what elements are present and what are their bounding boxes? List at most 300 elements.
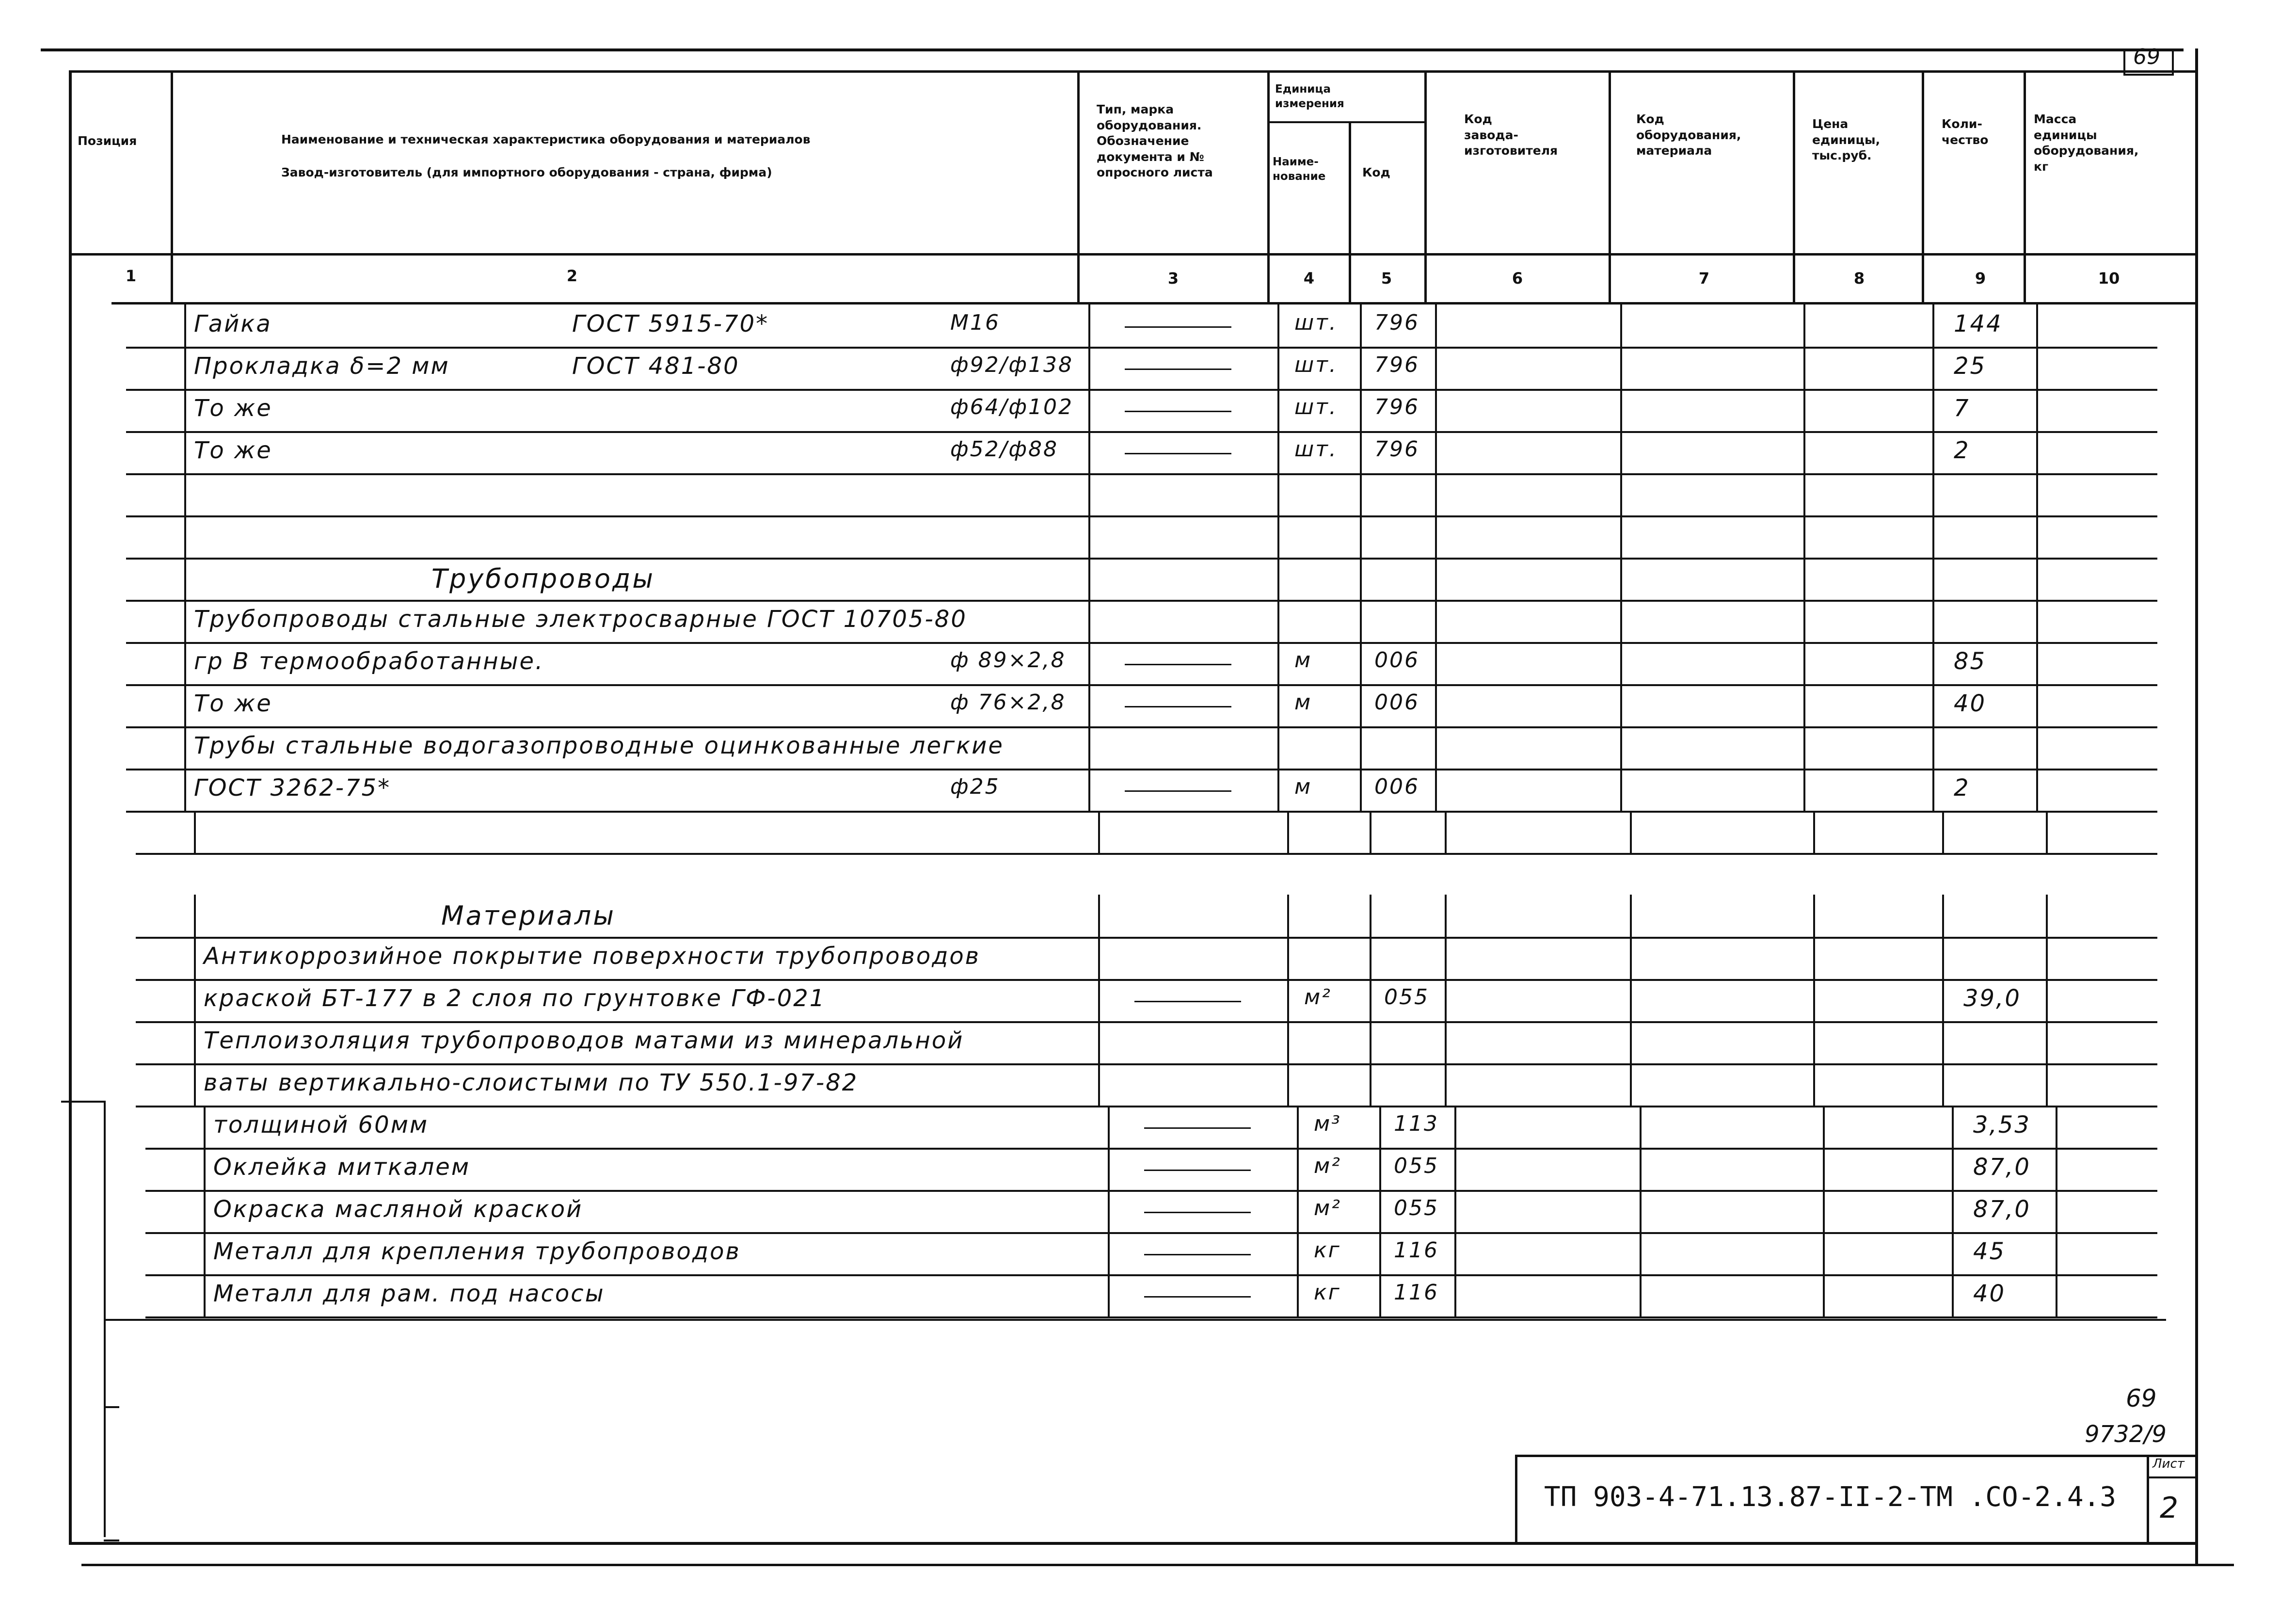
item-standard: ГОСТ 5915-70* (572, 310, 769, 337)
item-name: Трубы стальные водогазопроводные оцинкованные легкие (194, 732, 1004, 759)
row-column-rule (1435, 558, 1437, 600)
header-name-line2: Завод-изготовитель (для импортного оборудования - страна, фирма) (281, 165, 772, 179)
unit-name: шт. (1294, 437, 1338, 462)
header-equipment-code: Код оборудования, материала (1636, 112, 1741, 158)
row-column-rule (1088, 769, 1090, 811)
row-column-rule (1823, 1232, 1825, 1274)
row-rule (136, 853, 2157, 855)
section-heading: Трубопроводы (431, 563, 655, 594)
header-unit-name: Наиме- нование (1273, 156, 1326, 183)
row-column-rule (1435, 726, 1437, 769)
row-column-rule (1445, 1021, 1447, 1063)
row-column-rule (1108, 1148, 1110, 1190)
quantity: 2 (1954, 774, 1970, 802)
row-rule (126, 473, 2157, 475)
type-dash (1144, 1296, 1251, 1298)
row-column-rule (1952, 1148, 1954, 1190)
item-size: ф64/ф102 (950, 395, 1074, 419)
item-name: Прокладка δ=2 мм (194, 353, 450, 380)
row-column-rule (1932, 600, 1934, 642)
document-code: ТП 903-4-71.13.87-II-2-ТМ .СО-2.4.3 (1544, 1481, 2117, 1513)
row-rule (145, 1148, 2157, 1150)
row-column-rule (1277, 558, 1279, 600)
row-column-rule (184, 389, 186, 431)
row-column-rule (1360, 684, 1362, 726)
row-column-rule (1088, 347, 1090, 389)
row-column-rule (2046, 895, 2048, 937)
row-column-rule (1088, 473, 1090, 515)
row-column-rule (1360, 726, 1362, 769)
type-dash (1125, 411, 1231, 412)
row-column-rule (1287, 1063, 1289, 1106)
row-column-rule (1297, 1148, 1299, 1190)
row-rule (126, 431, 2157, 433)
row-column-rule (1823, 1190, 1825, 1232)
row-column-rule (1435, 642, 1437, 684)
row-column-rule (1435, 600, 1437, 642)
row-column-rule (2046, 937, 2048, 979)
row-column-rule (2056, 1274, 2057, 1316)
row-column-rule (1630, 937, 1632, 979)
row-column-rule (1803, 600, 1805, 642)
row-column-rule (1435, 305, 1437, 347)
row-column-rule (2036, 515, 2038, 558)
row-column-rule (1803, 347, 1805, 389)
row-column-rule (2056, 1106, 2057, 1148)
row-column-rule (1435, 389, 1437, 431)
row-column-rule (1098, 979, 1100, 1021)
unit-name: м³ (1314, 1111, 1341, 1136)
row-column-rule (1108, 1232, 1110, 1274)
row-column-rule (1630, 979, 1632, 1021)
row-column-rule (184, 642, 186, 684)
row-column-rule (1088, 305, 1090, 347)
row-column-rule (194, 895, 196, 937)
item-name: ваты вертикально-слоистыми по ТУ 550.1-97-82 (204, 1069, 859, 1096)
row-column-rule (1360, 305, 1362, 347)
row-column-rule (204, 1106, 206, 1148)
item-name: Теплоизоляция трубопроводов матами из минеральной (204, 1027, 964, 1054)
item-size: ф 89×2,8 (950, 648, 1066, 673)
row-column-rule (1277, 726, 1279, 769)
row-column-rule (1803, 769, 1805, 811)
row-column-rule (1370, 979, 1371, 1021)
row-column-rule (1640, 1106, 1642, 1148)
item-name: Трубопроводы стальные электросварные ГОСТ 10705-80 (194, 606, 967, 633)
row-column-rule (1287, 937, 1289, 979)
vline-2 (1077, 70, 1080, 303)
row-column-rule (1823, 1148, 1825, 1190)
row-column-rule (1360, 558, 1362, 600)
quantity: 144 (1954, 310, 2003, 337)
row-column-rule (1277, 600, 1279, 642)
frame-right (2195, 48, 2198, 1566)
type-dash (1125, 326, 1231, 328)
row-column-rule (2036, 684, 2038, 726)
vline-3 (1267, 70, 1270, 303)
row-column-rule (2036, 473, 2038, 515)
row-column-rule (1454, 1106, 1456, 1148)
row-column-rule (1813, 1063, 1815, 1106)
frame-left (69, 70, 72, 1544)
row-column-rule (2036, 769, 2038, 811)
unit-code: 796 (1374, 310, 1419, 335)
item-name: Металл для рам. под насосы (213, 1280, 605, 1307)
row-column-rule (1932, 347, 1934, 389)
row-column-rule (1287, 979, 1289, 1021)
row-column-rule (1098, 937, 1100, 979)
vline-9 (2024, 70, 2026, 303)
row-rule (136, 1063, 2157, 1065)
row-rule (126, 558, 2157, 560)
unit-name: м (1294, 690, 1312, 715)
unit-code: 055 (1394, 1196, 1439, 1220)
row-column-rule (1435, 431, 1437, 473)
item-size: ф52/ф88 (950, 437, 1059, 462)
header-type: Тип, марка оборудования. Обозначение документа и № опросного листа (1097, 102, 1213, 179)
row-column-rule (1445, 1063, 1447, 1106)
quantity: 2 (1954, 437, 1970, 464)
row-column-rule (1803, 473, 1805, 515)
type-dash (1144, 1254, 1251, 1255)
item-name: краской БТ-177 в 2 слоя по грунтовке ГФ-021 (204, 985, 826, 1012)
unit-split-line (1267, 121, 1424, 123)
row-column-rule (1108, 1190, 1110, 1232)
sheet-label-line (2149, 1476, 2195, 1478)
row-column-rule (1952, 1274, 1954, 1316)
item-name: Оклейка миткалем (213, 1154, 471, 1181)
row-rule (126, 811, 2157, 813)
row-column-rule (1287, 1021, 1289, 1063)
row-column-rule (1630, 895, 1632, 937)
row-column-rule (184, 515, 186, 558)
sheet-number: 2 (2160, 1491, 2179, 1525)
row-column-rule (1803, 642, 1805, 684)
row-column-rule (1088, 389, 1090, 431)
row-column-rule (1803, 726, 1805, 769)
header-unit-code: Код (1362, 165, 1390, 179)
quantity: 87,0 (1973, 1196, 2031, 1223)
row-column-rule (1435, 347, 1437, 389)
colnum-2: 2 (566, 267, 578, 285)
row-column-rule (1297, 1274, 1299, 1316)
row-column-rule (1630, 1063, 1632, 1106)
type-dash (1125, 453, 1231, 454)
row-column-rule (184, 473, 186, 515)
quantity: 40 (1973, 1280, 2006, 1307)
item-size: ф 76×2,8 (950, 690, 1066, 715)
row-column-rule (1952, 1232, 1954, 1274)
unit-code: 796 (1374, 437, 1419, 462)
row-column-rule (1620, 515, 1622, 558)
row-column-rule (1932, 684, 1934, 726)
row-column-rule (1942, 811, 1944, 853)
row-column-rule (1088, 642, 1090, 684)
binding-strip-top (61, 1101, 105, 1103)
row-column-rule (1088, 558, 1090, 600)
row-column-rule (2046, 979, 2048, 1021)
section-heading: Материалы (441, 900, 616, 931)
colnum-4: 4 (1303, 269, 1315, 288)
row-rule (145, 1232, 2157, 1234)
row-column-rule (1620, 473, 1622, 515)
row-column-rule (1803, 431, 1805, 473)
header-unit: Единица измерения (1275, 83, 1344, 110)
row-column-rule (1813, 895, 1815, 937)
row-column-rule (1813, 979, 1815, 1021)
row-column-rule (1932, 769, 1934, 811)
row-column-rule (1370, 1021, 1371, 1063)
row-column-rule (1287, 895, 1289, 937)
header-position: Позиция (78, 134, 137, 148)
quantity: 39,0 (1963, 985, 2021, 1012)
row-column-rule (1620, 769, 1622, 811)
row-column-rule (2036, 347, 2038, 389)
row-column-rule (184, 347, 186, 389)
row-column-rule (1108, 1274, 1110, 1316)
row-column-rule (1277, 642, 1279, 684)
row-column-rule (204, 1274, 206, 1316)
row-column-rule (1445, 811, 1447, 853)
unit-name: м² (1304, 985, 1332, 1010)
vline-4 (1349, 121, 1351, 303)
unit-name: м² (1314, 1196, 1341, 1220)
row-rule (126, 726, 2157, 728)
row-column-rule (1088, 600, 1090, 642)
row-column-rule (2036, 642, 2038, 684)
unit-name: кг (1314, 1280, 1341, 1305)
quantity: 45 (1973, 1238, 2006, 1265)
header-name-line1: Наименование и техническая характеристика оборудования и материалов (281, 132, 811, 146)
unit-code: 006 (1374, 648, 1419, 673)
row-rule (126, 347, 2157, 349)
binding-strip-left (104, 1101, 106, 1537)
bottom-note-inventory: 9732/9 (2085, 1421, 2167, 1448)
colnum-1: 1 (125, 267, 137, 285)
row-column-rule (1379, 1274, 1381, 1316)
row-column-rule (1297, 1232, 1299, 1274)
unit-name: шт. (1294, 395, 1338, 419)
row-column-rule (1108, 1106, 1110, 1148)
row-column-rule (194, 1021, 196, 1063)
corner-number: 69 (2133, 45, 2160, 69)
unit-code: 116 (1394, 1238, 1439, 1263)
vline-5 (1424, 70, 1427, 303)
header-quantity: Коли- чество (1942, 117, 1989, 147)
colnum-8: 8 (1853, 269, 1865, 288)
row-column-rule (1435, 473, 1437, 515)
type-dash (1125, 706, 1231, 707)
row-column-rule (1932, 558, 1934, 600)
row-column-rule (1370, 811, 1371, 853)
quantity: 7 (1954, 395, 1970, 422)
row-column-rule (1932, 431, 1934, 473)
row-column-rule (1823, 1106, 1825, 1148)
row-column-rule (1454, 1232, 1456, 1274)
row-column-rule (2036, 305, 2038, 347)
row-column-rule (194, 937, 196, 979)
row-column-rule (1620, 558, 1622, 600)
row-rule (136, 937, 2157, 939)
row-column-rule (1360, 769, 1362, 811)
colnum-5: 5 (1381, 269, 1392, 288)
row-column-rule (1360, 389, 1362, 431)
row-column-rule (194, 811, 196, 853)
row-rule (126, 515, 2157, 517)
row-column-rule (1297, 1190, 1299, 1232)
row-column-rule (1379, 1190, 1381, 1232)
row-column-rule (1098, 1063, 1100, 1106)
unit-name: м² (1314, 1154, 1341, 1178)
unit-code: 055 (1384, 985, 1429, 1010)
row-column-rule (1454, 1190, 1456, 1232)
row-column-rule (184, 431, 186, 473)
row-column-rule (1445, 979, 1447, 1021)
row-column-rule (184, 305, 186, 347)
item-name: Окраска масляной краской (213, 1196, 583, 1223)
row-rule (126, 600, 2157, 602)
row-column-rule (1620, 389, 1622, 431)
row-column-rule (1088, 431, 1090, 473)
row-column-rule (1360, 642, 1362, 684)
row-column-rule (1942, 937, 1944, 979)
header-top-line (69, 70, 2195, 73)
unit-code: 796 (1374, 353, 1419, 377)
type-dash (1144, 1212, 1251, 1213)
type-dash (1125, 664, 1231, 665)
unit-name: м (1294, 648, 1312, 673)
unit-code: 796 (1374, 395, 1419, 419)
row-column-rule (2046, 811, 2048, 853)
type-dash (1125, 790, 1231, 792)
row-column-rule (1932, 389, 1934, 431)
row-rule (126, 684, 2157, 686)
row-column-rule (184, 558, 186, 600)
row-column-rule (1098, 895, 1100, 937)
row-column-rule (1620, 431, 1622, 473)
row-column-rule (1803, 305, 1805, 347)
item-name: То же (194, 437, 272, 464)
item-size: ф25 (950, 774, 1000, 799)
row-column-rule (2056, 1232, 2057, 1274)
row-column-rule (1932, 726, 1934, 769)
row-column-rule (1098, 1021, 1100, 1063)
row-column-rule (1813, 811, 1815, 853)
row-column-rule (1813, 937, 1815, 979)
header-price: Цена единицы, тыс.руб. (1812, 117, 1881, 162)
colnum-10: 10 (2098, 269, 2120, 288)
row-column-rule (1379, 1232, 1381, 1274)
type-dash (1144, 1127, 1251, 1129)
row-column-rule (1640, 1232, 1642, 1274)
row-column-rule (1360, 600, 1362, 642)
row-column-rule (1803, 389, 1805, 431)
row-rule (136, 1106, 2157, 1107)
unit-code: 116 (1394, 1280, 1439, 1305)
row-column-rule (1088, 726, 1090, 769)
quantity: 85 (1954, 648, 1987, 675)
row-column-rule (1360, 473, 1362, 515)
row-column-rule (194, 979, 196, 1021)
row-column-rule (1277, 347, 1279, 389)
row-column-rule (1287, 811, 1289, 853)
colnum-bottom-line (112, 302, 2196, 305)
colnum-9: 9 (1975, 269, 1986, 288)
row-column-rule (1932, 305, 1934, 347)
row-column-rule (1640, 1274, 1642, 1316)
row-column-rule (1620, 347, 1622, 389)
row-column-rule (1620, 726, 1622, 769)
row-column-rule (1370, 1063, 1371, 1106)
item-name: Металл для крепления трубопроводов (213, 1238, 741, 1265)
row-rule (136, 979, 2157, 981)
row-column-rule (1379, 1148, 1381, 1190)
item-name: Гайка (194, 310, 272, 337)
quantity: 3,53 (1973, 1111, 2031, 1139)
row-column-rule (184, 684, 186, 726)
row-rule (145, 1274, 2157, 1276)
row-rule (126, 769, 2157, 770)
unit-name: шт. (1294, 353, 1338, 377)
bottom-rule (81, 1564, 2234, 1566)
row-column-rule (184, 769, 186, 811)
vline-7 (1793, 70, 1795, 303)
row-column-rule (1813, 1021, 1815, 1063)
row-column-rule (1098, 811, 1100, 853)
row-column-rule (1803, 684, 1805, 726)
row-column-rule (1620, 642, 1622, 684)
item-standard: ГОСТ 481-80 (572, 353, 740, 380)
vline-6 (1609, 70, 1611, 303)
header-plant-code: Код завода- изготовителя (1464, 112, 1558, 158)
row-column-rule (1640, 1148, 1642, 1190)
row-column-rule (1942, 1063, 1944, 1106)
row-column-rule (194, 1063, 196, 1106)
row-column-rule (1445, 937, 1447, 979)
binding-strip-mid (104, 1406, 119, 1408)
row-column-rule (184, 600, 186, 642)
unit-name: м (1294, 774, 1312, 799)
row-column-rule (1952, 1190, 1954, 1232)
row-column-rule (1942, 1021, 1944, 1063)
row-column-rule (1803, 558, 1805, 600)
row-column-rule (1454, 1274, 1456, 1316)
row-column-rule (1620, 684, 1622, 726)
item-name: То же (194, 690, 272, 717)
item-size: ф92/ф138 (950, 353, 1074, 377)
quantity: 40 (1954, 690, 1987, 717)
item-name: То же (194, 395, 272, 422)
row-column-rule (1823, 1274, 1825, 1316)
row-column-rule (2036, 389, 2038, 431)
unit-code: 113 (1394, 1111, 1439, 1136)
row-column-rule (1803, 515, 1805, 558)
colnum-6: 6 (1512, 269, 1523, 288)
row-column-rule (2046, 1021, 2048, 1063)
row-rule (145, 1190, 2157, 1192)
row-column-rule (1088, 515, 1090, 558)
sheet-label: Лист (2152, 1457, 2184, 1471)
bottom-note-sheet: 69 (2126, 1384, 2157, 1412)
binding-strip-low (104, 1540, 119, 1541)
top-rule (41, 48, 2184, 51)
row-column-rule (1620, 600, 1622, 642)
unit-name: шт. (1294, 310, 1338, 335)
item-name: Антикоррозийное покрытие поверхности трубопроводов (204, 943, 981, 970)
unit-name: кг (1314, 1238, 1341, 1263)
item-name: ГОСТ 3262-75* (194, 774, 391, 802)
row-column-rule (204, 1190, 206, 1232)
